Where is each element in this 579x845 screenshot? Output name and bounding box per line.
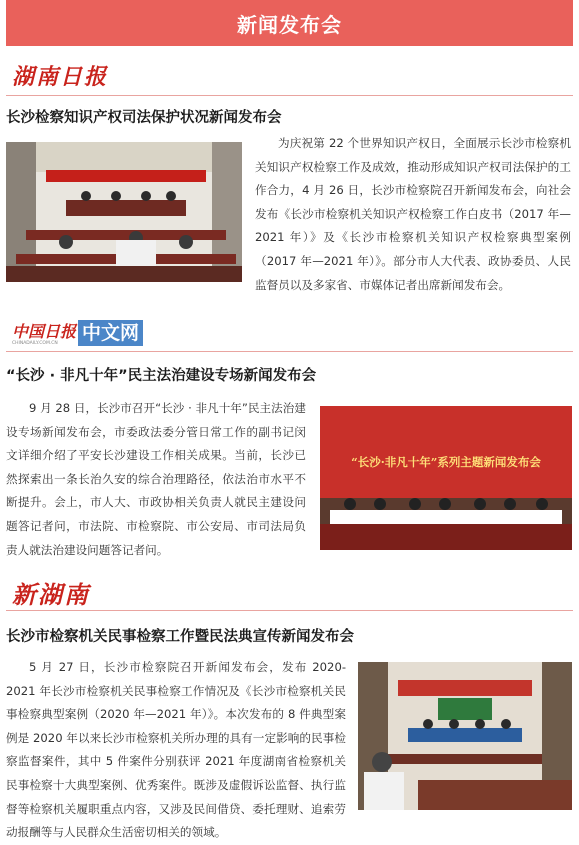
article-body: 为庆祝第 22 个世界知识产权日，全面展示长沙市检察机关知识产权检察工作及成效，推动形成知识产权司法保护的工作合力，4 月 26 日，长沙市检察院召开新闻发布会，向社会发布《长沙市检察机关知识产权检察工作白皮书（2017 年—2021 年）》及《长沙市检察机关知识产权检察典型案例（2017 年—2021 年）》。部分市人大代表、政协委员、人民监督员以及多家省、市媒体记者出席新闻发布会。 <box>255 136 571 292</box>
article-photo <box>6 142 242 282</box>
article-headline[interactable]: 长沙检察知识产权司法保护状况新闻发布会 <box>6 110 282 126</box>
source-logo-new-hunan: 新湖南 <box>12 580 90 609</box>
source-logo-china-daily-cn: 中国日报 <box>12 322 77 341</box>
source-logo-china-daily-url: CHINADAILY.COM.CN <box>12 341 58 346</box>
photo-banner-text: “长沙·非凡十年”系列主题新闻发布会 <box>351 455 541 469</box>
article-headline[interactable]: 长沙市检察机关民事检察工作暨民法典宣传新闻发布会 <box>6 629 354 645</box>
article-body: 9 月 28 日，长沙市召开“长沙 · 非凡十年”民主法治建设专场新闻发布会，市委政法委分管日常工作的副书记闵文详细介绍了平安长沙建设工作相关成果。当前，长沙已然探索出一条长治久安的综合治理路径，依法治市水平不断提升。会上，市人大、市政协相关负责人就民主建设问题答记者问，市法院、市检察院、市公安局、市司法局负责人就法治建设问题答记者问。 <box>6 401 306 557</box>
source-logo-china-daily <box>12 318 146 346</box>
source-logo-china-daily-box: 中文网 <box>78 320 143 346</box>
article-photo <box>358 662 572 810</box>
divider <box>6 95 573 96</box>
article-body: 5 月 27 日，长沙市检察院召开新闻发布会，发布 2020-2021 年长沙市检察机关民事检察工作情况及《长沙市检察机关民事检察典型案例（2020 年—2021 年）》。本次发布的 8 件典型案例是 2020 年以来长沙市检察机关所办理的具有一定影响的民事检察监督案件，其中 5 件案件分别获评 2021 年度湖南省检察机关民事检察十大典型案例、优秀案件。既涉及虚假诉讼监督、执行监督等检察机关履职重点内容，又涉及民间借贷、委托理财、追索劳动报酬等与人民群众生活密切相关的领域。 <box>6 660 346 840</box>
section-banner: 新闻发布会 <box>6 0 573 46</box>
source-logo-hunan-daily: 湖南日报 <box>12 64 109 90</box>
divider <box>6 351 573 352</box>
article-photo <box>320 406 572 550</box>
article-headline[interactable]: “长沙 · 非凡十年”民主法治建设专场新闻发布会 <box>6 368 317 384</box>
divider <box>6 610 573 611</box>
